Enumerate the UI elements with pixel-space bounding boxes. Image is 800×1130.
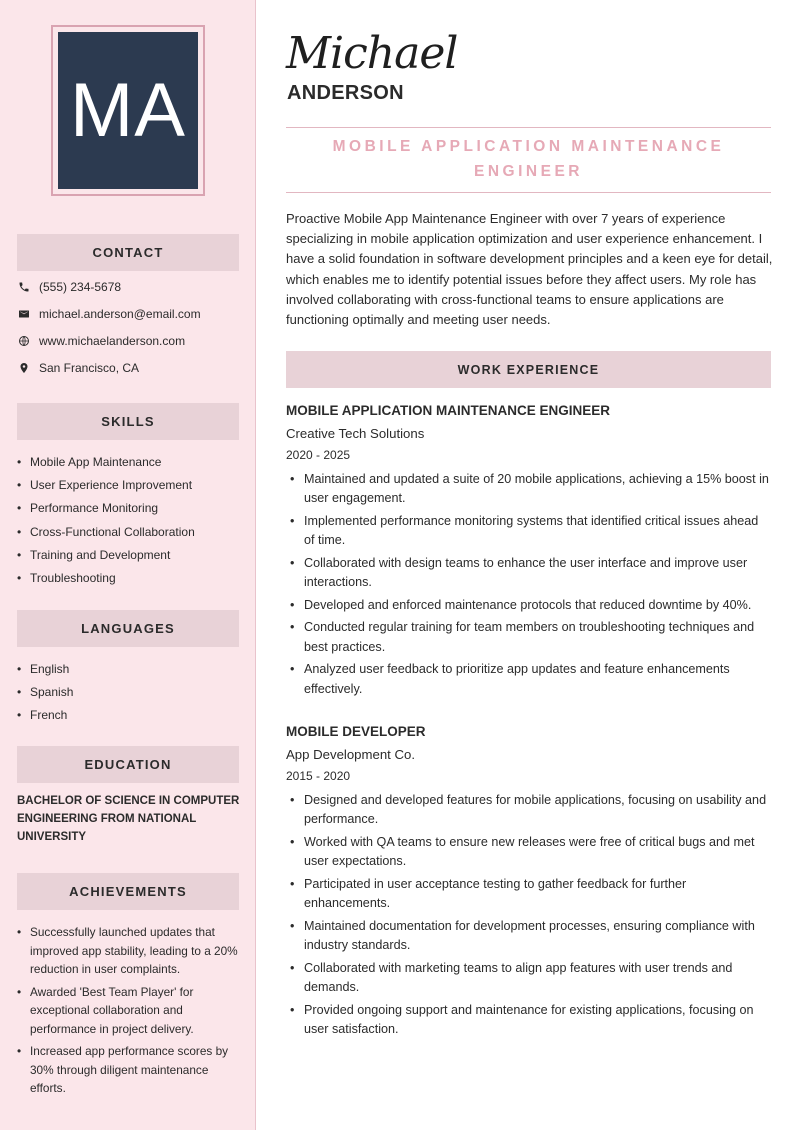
- title-rule-top: [286, 127, 771, 128]
- job-bullets: [286, 791, 771, 1039]
- skill-item: • Mobile App Maintenance: [17, 454, 195, 477]
- achievement-item: • Successfully launched updates that improved app stability, leading to a 20% reduction in user complaints.: [17, 923, 239, 979]
- achievements-heading: ACHIEVEMENTS: [17, 873, 239, 910]
- monogram-initials: MA: [70, 68, 186, 153]
- contact-email: [17, 307, 201, 321]
- sidebar: [0, 0, 256, 1130]
- mail-icon: [17, 307, 31, 321]
- job-bullet: • Conducted regular training for team members on troubleshooting techniques and best practices.: [286, 618, 771, 656]
- job-title: MOBILE APPLICATION MAINTENANCE ENGINEER: [332, 138, 725, 180]
- skill-item: • Troubleshooting: [17, 570, 195, 593]
- job-bullet: • Maintained and updated a suite of 20 mobile applications, achieving a 15% boost in user engagement.: [286, 470, 771, 508]
- location-text: San Francisco, CA: [39, 361, 140, 375]
- contact-phone: [17, 280, 121, 294]
- title-rule-bottom: [286, 192, 771, 193]
- job-bullet: • Collaborated with design teams to enhance the user interface and improve user interactions.: [286, 554, 771, 592]
- phone-icon: [17, 280, 31, 294]
- language-item: • French: [17, 707, 73, 730]
- job-role: MOBILE DEVELOPER: [286, 724, 426, 739]
- contact-heading: CONTACT: [17, 234, 239, 271]
- education-heading: EDUCATION: [17, 746, 239, 783]
- skills-heading: SKILLS: [17, 403, 239, 440]
- education-degree: BACHELOR OF SCIENCE IN COMPUTER ENGINEERING FROM NATIONAL UNIVERSITY: [17, 795, 240, 843]
- website-text[interactable]: www.michaelanderson.com: [39, 334, 186, 348]
- work-experience-heading: WORK EXPERIENCE: [286, 351, 771, 388]
- job-dates: 2015 - 2020: [286, 769, 351, 783]
- job-role: MOBILE APPLICATION MAINTENANCE ENGINEER: [286, 403, 611, 418]
- job-bullet: • Worked with QA teams to ensure new releases were free of critical bugs and met user expectations.: [286, 833, 771, 871]
- skill-item: • User Experience Improvement: [17, 477, 195, 500]
- job-bullet: • Analyzed user feedback to prioritize app updates and feature enhancements effectively.: [286, 660, 771, 698]
- globe-icon: [17, 334, 31, 348]
- skill-item: • Training and Development: [17, 547, 195, 570]
- job-entry: [286, 400, 771, 702]
- monogram-frame: [51, 25, 205, 196]
- job-dates: 2020 - 2025: [286, 448, 351, 462]
- first-name: Michael: [286, 28, 458, 79]
- skills-list: [17, 454, 195, 593]
- achievements-list: [17, 923, 239, 1102]
- last-name: ANDERSON: [287, 82, 404, 104]
- languages-list: [17, 661, 73, 731]
- skill-item: • Cross-Functional Collaboration: [17, 524, 195, 547]
- job-bullet: • Developed and enforced maintenance protocols that reduced downtime by 40%.: [286, 596, 771, 615]
- job-bullets: [286, 470, 771, 699]
- languages-heading: LANGUAGES: [17, 610, 239, 647]
- summary: Proactive Mobile App Maintenance Engineer with over 7 years of experience specializing in mobile application optimization and user experience enhancement. I have a solid foundation in software development principles and a keen eye for detail, which enables me to identify potential issues before they affect users. My role has involved collaborating with cross-functional teams to ensure applications are functioning optimally and meeting user needs.: [286, 211, 773, 328]
- job-bullet: • Maintained documentation for development processes, ensuring compliance with industry standards.: [286, 917, 771, 955]
- monogram: [58, 32, 198, 189]
- job-company: Creative Tech Solutions: [286, 426, 425, 441]
- achievement-item: • Awarded 'Best Team Player' for exceptional collaboration and performance in project delivery.: [17, 983, 239, 1039]
- skill-item: • Performance Monitoring: [17, 500, 195, 523]
- location-pin-icon: [17, 361, 31, 375]
- email-text[interactable]: michael.anderson@email.com: [39, 307, 201, 321]
- job-bullet: • Participated in user acceptance testing to gather feedback for further enhancements.: [286, 875, 771, 913]
- job-company: App Development Co.: [286, 747, 416, 762]
- job-bullet: • Designed and developed features for mobile applications, focusing on usability and performance.: [286, 791, 771, 829]
- job-bullet: • Implemented performance monitoring systems that identified critical issues ahead of time.: [286, 512, 771, 550]
- contact-location: [17, 361, 139, 375]
- phone-text: (555) 234-5678: [39, 280, 122, 294]
- job-entry: [286, 721, 771, 1042]
- language-item: • Spanish: [17, 684, 73, 707]
- job-bullet: • Provided ongoing support and maintenance for existing applications, focusing on user satisfaction.: [286, 1001, 771, 1039]
- language-item: • English: [17, 661, 73, 684]
- job-bullet: • Collaborated with marketing teams to align app features with user trends and demands.: [286, 959, 771, 997]
- contact-website: [17, 334, 185, 348]
- achievement-item: • Increased app performance scores by 30% through diligent maintenance efforts.: [17, 1042, 239, 1098]
